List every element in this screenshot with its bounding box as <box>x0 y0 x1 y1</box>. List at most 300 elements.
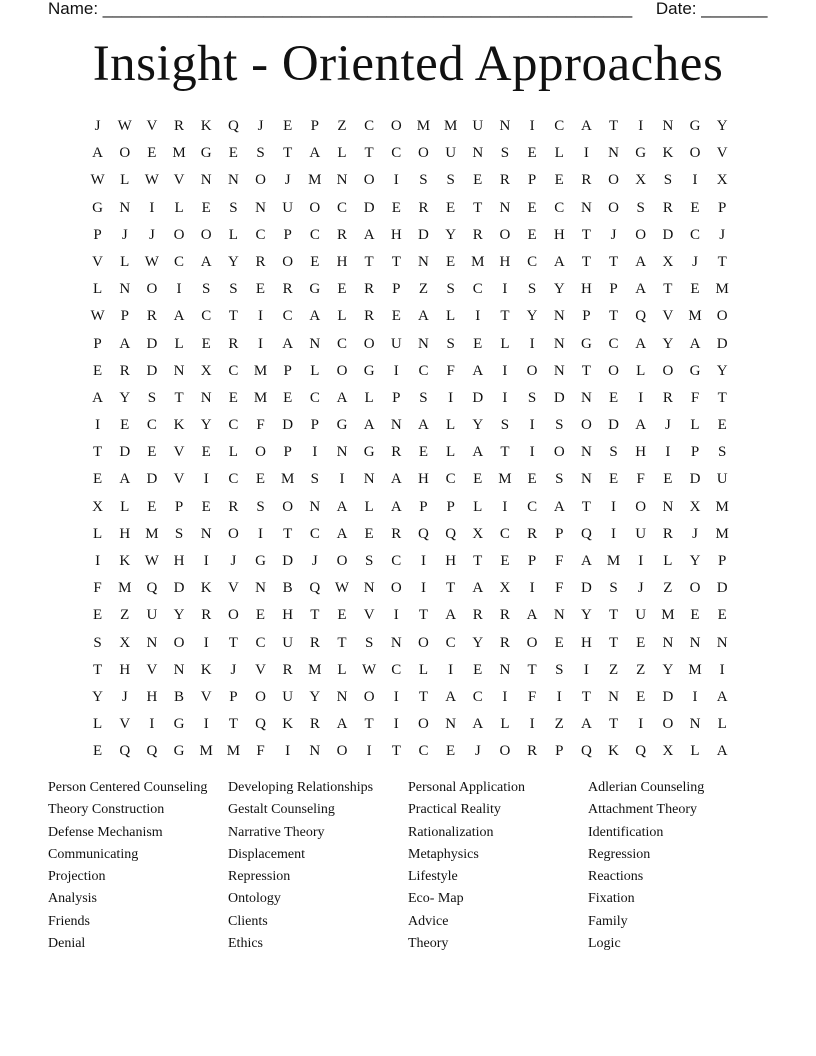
grid-letter: S <box>202 281 211 298</box>
grid-letter: M <box>498 471 512 488</box>
grid-letter: Q <box>227 118 239 134</box>
grid-letter: I <box>393 607 399 624</box>
grid-letter: I <box>638 389 644 406</box>
grid-letter: J <box>230 661 237 678</box>
grid-letter: O <box>146 281 158 298</box>
grid-letter: C <box>336 199 347 216</box>
grid-letter: F <box>636 471 645 488</box>
grid-letter: X <box>689 498 701 515</box>
grid-letter: T <box>418 607 429 624</box>
grid-letter: N <box>309 335 321 352</box>
grid-letter: E <box>283 118 293 134</box>
grid-letter: E <box>473 661 483 678</box>
grid-letter: Q <box>635 308 647 325</box>
grid-letter: O <box>635 226 647 243</box>
grid-letter: S <box>636 199 645 216</box>
grid-letter: D <box>173 580 185 597</box>
grid-letter: P <box>310 118 319 134</box>
grid-letter: A <box>363 417 375 434</box>
grid-letter: W <box>334 580 350 597</box>
grid-letter: E <box>473 172 483 189</box>
grid-letter: C <box>228 417 239 434</box>
grid-letter: T <box>663 281 673 298</box>
grid-row <box>84 548 736 575</box>
word-list-item: Practical Reality <box>408 802 501 818</box>
grid-letter: Q <box>445 525 457 542</box>
grid-row <box>84 385 736 412</box>
grid-letter: I <box>529 417 535 434</box>
grid-letter: O <box>255 688 266 705</box>
grid-letter: L <box>228 226 238 243</box>
grid-letter: E <box>636 634 646 651</box>
grid-letter: T <box>228 308 238 325</box>
grid-letter: M <box>471 253 485 270</box>
grid-letter: O <box>255 444 266 461</box>
grid-letter: A <box>336 498 348 515</box>
grid-letter: M <box>416 118 431 134</box>
grid-letter: T <box>364 145 374 162</box>
grid-letter: H <box>119 525 131 542</box>
grid-letter: Y <box>309 688 321 705</box>
grid-letter: V <box>173 471 185 488</box>
grid-letter: E <box>337 607 347 624</box>
grid-letter: P <box>93 335 102 352</box>
grid-letter: T <box>228 634 238 651</box>
grid-letter: Y <box>662 661 674 678</box>
grid-letter: R <box>282 661 293 678</box>
grid-letter: E <box>364 525 374 542</box>
grid-letter: N <box>553 362 565 379</box>
grid-letter: P <box>392 281 401 298</box>
grid-letter: P <box>718 553 727 569</box>
grid-letter: E <box>120 417 130 434</box>
grid-letter: E <box>92 607 103 624</box>
grid-letter: N <box>608 145 619 162</box>
grid-letter: I <box>448 661 454 678</box>
word-list-item: Clients <box>228 913 268 929</box>
grid-letter: P <box>446 498 455 515</box>
grid-letter: T <box>608 308 619 325</box>
grid-letter: R <box>364 281 375 298</box>
grid-letter: A <box>689 335 701 352</box>
grid-letter: V <box>200 688 212 705</box>
grid-letter: S <box>527 389 537 406</box>
grid-letter: C <box>146 417 157 434</box>
grid-letter: L <box>446 417 456 434</box>
grid-letter: K <box>200 580 212 597</box>
grid-row <box>84 167 736 194</box>
grid-letter: E <box>92 362 103 379</box>
grid-letter: M <box>199 743 213 760</box>
grid-letter: A <box>418 308 429 325</box>
grid-letter: S <box>256 498 265 515</box>
grid-letter: J <box>148 226 155 243</box>
grid-letter: L <box>92 716 103 733</box>
grid-letter: A <box>580 553 592 569</box>
grid-row <box>84 575 736 602</box>
grid-letter: I <box>203 716 209 733</box>
grid-letter: S <box>229 199 238 216</box>
grid-letter: H <box>499 253 511 270</box>
grid-letter: C <box>255 226 266 243</box>
grid-letter: N <box>472 145 484 162</box>
grid-letter: N <box>173 661 185 678</box>
grid-letter: M <box>661 607 675 624</box>
grid-letter: I <box>95 417 101 434</box>
grid-row <box>84 684 736 711</box>
grid-letter: U <box>445 145 457 162</box>
grid-letter: E <box>527 199 537 216</box>
grid-letter: L <box>690 417 700 434</box>
grid-letter: Z <box>663 580 673 597</box>
grid-letter: J <box>610 226 617 243</box>
grid-row <box>84 630 736 657</box>
grid-letter: A <box>418 417 429 434</box>
grid-letter: T <box>717 253 727 270</box>
word-list-item: Fixation <box>588 891 635 907</box>
grid-letter: O <box>390 118 402 134</box>
grid-letter: X <box>92 498 103 515</box>
grid-letter: R <box>228 335 239 352</box>
grid-letter: S <box>419 172 428 189</box>
grid-letter: N <box>227 172 239 189</box>
grid-letter: N <box>336 688 348 705</box>
grid-letter: T <box>608 634 619 651</box>
grid-letter: V <box>716 145 728 162</box>
grid-letter: S <box>147 389 157 406</box>
grid-letter: S <box>446 172 455 189</box>
grid-letter: E <box>228 145 238 162</box>
grid-letter: V <box>662 308 674 325</box>
grid-letter: C <box>228 471 239 488</box>
grid-letter: D <box>662 688 674 705</box>
grid-letter: I <box>475 308 481 325</box>
grid-letter: G <box>580 335 592 352</box>
grid-letter: H <box>119 661 131 678</box>
grid-letter: N <box>336 172 348 189</box>
grid-letter: H <box>336 253 348 270</box>
grid-letter: D <box>146 362 158 379</box>
grid-letter: I <box>95 553 101 569</box>
grid-letter: R <box>527 525 538 542</box>
grid-letter: E <box>310 253 320 270</box>
word-list-item: Analysis <box>48 891 97 907</box>
grid-letter: R <box>391 444 402 461</box>
grid-letter: V <box>146 661 158 678</box>
grid-letter: D <box>716 580 728 597</box>
grid-letter: C <box>608 335 619 352</box>
grid-letter: O <box>390 580 402 597</box>
grid-row <box>84 711 736 738</box>
grid-row <box>84 439 736 466</box>
grid-letter: A <box>445 607 457 624</box>
grid-letter: N <box>390 634 402 651</box>
grid-letter: R <box>309 716 320 733</box>
grid-letter: N <box>255 580 266 597</box>
grid-letter: A <box>445 688 457 705</box>
grid-letter: L <box>690 743 700 760</box>
grid-letter: O <box>200 226 212 243</box>
word-list-item: Theory <box>408 936 449 952</box>
grid-letter: C <box>391 553 402 569</box>
grid-letter: N <box>580 471 592 488</box>
grid-letter: U <box>635 525 647 542</box>
grid-letter: I <box>611 525 617 542</box>
grid-letter: F <box>690 389 700 406</box>
grid-letter: M <box>688 661 702 678</box>
grid-letter: I <box>203 471 209 488</box>
grid-letter: S <box>310 471 319 488</box>
grid-letter: C <box>472 688 483 705</box>
grid-letter: I <box>393 716 399 733</box>
grid-letter: X <box>472 525 484 542</box>
grid-letter: W <box>144 172 159 189</box>
grid-letter: O <box>418 634 429 651</box>
grid-letter: S <box>555 661 564 678</box>
grid-row <box>84 521 736 548</box>
grid-letter: E <box>147 444 157 461</box>
grid-row <box>84 249 736 276</box>
grid-letter: Q <box>580 743 592 760</box>
grid-letter: I <box>258 335 264 352</box>
grid-letter: E <box>608 389 619 406</box>
word-list-item: Adlerian Counseling <box>588 780 705 795</box>
grid-letter: J <box>121 688 128 705</box>
grid-letter: N <box>309 743 321 760</box>
word-list-item: Denial <box>48 936 86 952</box>
grid-letter: A <box>635 253 647 270</box>
grid-letter: A <box>635 335 647 352</box>
grid-letter: N <box>200 525 212 542</box>
grid-letter: O <box>608 172 619 189</box>
grid-letter: I <box>258 308 264 325</box>
grid-letter: T <box>527 661 537 678</box>
grid-letter: N <box>553 335 565 352</box>
grid-letter: N <box>580 389 592 406</box>
grid-letter: T <box>391 253 401 270</box>
grid-letter: Z <box>120 607 130 624</box>
grid-letter: U <box>472 118 484 134</box>
grid-letter: S <box>555 471 564 488</box>
grid-letter: J <box>664 417 671 434</box>
word-list-item: Attachment Theory <box>588 802 697 818</box>
grid-letter: G <box>689 362 701 379</box>
grid-letter: T <box>500 444 510 461</box>
grid-letter: Y <box>92 688 103 705</box>
grid-letter: S <box>364 634 374 651</box>
grid-letter: O <box>227 525 239 542</box>
grid-letter: R <box>201 607 212 624</box>
grid-letter: R <box>662 525 673 542</box>
grid-letter: O <box>716 308 728 325</box>
grid-letter: R <box>527 743 538 760</box>
letter-grid <box>84 113 736 766</box>
grid-letter: K <box>282 716 294 733</box>
grid-letter: U <box>146 607 158 624</box>
grid-letter: Y <box>445 226 457 243</box>
grid-letter: S <box>364 553 374 569</box>
grid-letter: X <box>499 580 511 597</box>
grid-letter: I <box>692 688 698 705</box>
grid-letter: H <box>580 634 592 651</box>
grid-letter: P <box>283 362 292 379</box>
grid-letter: E <box>717 607 727 624</box>
grid-letter: T <box>364 716 374 733</box>
grid-letter: E <box>337 281 347 298</box>
grid-letter: S <box>229 281 238 298</box>
grid-letter: A <box>472 362 484 379</box>
page-title: Insight - Oriented Approaches <box>92 36 724 92</box>
grid-letter: T <box>581 362 591 379</box>
grid-letter: H <box>580 281 592 298</box>
grid-letter: O <box>418 716 429 733</box>
grid-letter: P <box>283 444 292 461</box>
grid-letter: I <box>366 743 372 760</box>
grid-letter: Q <box>418 525 429 542</box>
word-list-item: Reactions <box>588 869 644 885</box>
grid-letter: N <box>119 199 131 216</box>
word-list-item: Friends <box>48 913 90 929</box>
grid-letter: G <box>173 716 185 733</box>
grid-letter: D <box>146 335 158 352</box>
grid-letter: Q <box>635 743 647 760</box>
grid-letter: O <box>227 607 239 624</box>
grid-letter: X <box>716 172 728 189</box>
grid-letter: T <box>418 688 429 705</box>
grid-letter: F <box>555 580 564 597</box>
grid-letter: P <box>582 308 591 325</box>
grid-letter: A <box>363 226 375 243</box>
grid-letter: E <box>228 389 238 406</box>
grid-letter: A <box>553 498 565 515</box>
grid-row <box>84 412 736 439</box>
grid-row <box>84 276 736 303</box>
grid-letter: E <box>201 498 211 515</box>
grid-letter: N <box>608 688 619 705</box>
grid-letter: J <box>284 172 291 189</box>
grid-letter: W <box>362 661 377 678</box>
grid-letter: E <box>92 743 103 760</box>
grid-letter: A <box>336 716 348 733</box>
grid-letter: N <box>146 634 158 651</box>
grid-letter: R <box>662 389 673 406</box>
grid-letter: R <box>499 607 510 624</box>
grid-letter: X <box>200 362 212 379</box>
grid-row <box>84 113 736 140</box>
grid-letter: J <box>94 118 101 134</box>
grid-letter: G <box>363 362 375 379</box>
grid-letter: M <box>281 471 295 488</box>
grid-letter: N <box>499 199 511 216</box>
name-date-line: Name: ________________________________________________________ Date: _______ <box>48 0 768 18</box>
grid-letter: F <box>256 743 265 760</box>
grid-letter: T <box>92 661 103 678</box>
grid-letter: A <box>580 118 592 134</box>
grid-letter: X <box>119 634 131 651</box>
grid-letter: N <box>580 199 592 216</box>
grid-letter: N <box>662 118 674 134</box>
grid-letter: I <box>203 553 209 569</box>
grid-letter: O <box>282 253 294 270</box>
word-list-item: Logic <box>588 936 621 952</box>
grid-letter: C <box>527 253 538 270</box>
grid-letter: K <box>662 145 674 162</box>
grid-letter: C <box>309 226 320 243</box>
grid-letter: D <box>472 389 484 406</box>
grid-letter: C <box>499 525 510 542</box>
word-list-item: Regression <box>588 846 651 862</box>
grid-letter: S <box>256 145 265 162</box>
grid-letter: X <box>662 743 674 760</box>
grid-letter: I <box>393 362 399 379</box>
grid-letter: O <box>526 362 538 379</box>
grid-letter: S <box>93 634 102 651</box>
grid-letter: Q <box>309 580 321 597</box>
grid-letter: E <box>690 281 700 298</box>
grid-letter: A <box>119 335 131 352</box>
grid-letter: N <box>309 498 321 515</box>
grid-letter: A <box>716 688 728 705</box>
grid-letter: D <box>662 226 674 243</box>
grid-letter: B <box>174 688 185 705</box>
grid-letter: S <box>446 281 455 298</box>
grid-letter: L <box>310 362 320 379</box>
grid-letter: N <box>418 253 429 270</box>
grid-letter: Y <box>716 118 728 134</box>
grid-letter: P <box>120 308 129 325</box>
grid-letter: I <box>420 553 426 569</box>
grid-letter: M <box>145 525 159 542</box>
grid-letter: L <box>418 661 429 678</box>
grid-letter: T <box>92 444 103 461</box>
grid-letter: L <box>337 145 347 162</box>
grid-letter: Z <box>554 716 564 733</box>
grid-letter: J <box>121 226 128 243</box>
grid-letter: F <box>256 417 265 434</box>
grid-letter: A <box>553 253 565 270</box>
grid-letter: O <box>499 743 511 760</box>
grid-letter: E <box>391 308 401 325</box>
grid-letter: D <box>282 553 294 569</box>
grid-letter: Q <box>146 743 158 760</box>
grid-letter: O <box>173 634 185 651</box>
grid-letter: U <box>282 199 294 216</box>
grid-letter: U <box>282 688 294 705</box>
grid-letter: T <box>473 199 483 216</box>
grid-letter: E <box>201 444 211 461</box>
grid-letter: T <box>391 743 401 760</box>
grid-letter: T <box>228 716 238 733</box>
grid-letter: O <box>363 688 375 705</box>
grid-letter: L <box>446 444 456 461</box>
grid-letter: S <box>555 417 564 434</box>
grid-letter: F <box>93 580 102 597</box>
grid-letter: S <box>500 417 510 434</box>
grid-letter: A <box>635 417 647 434</box>
grid-letter: M <box>308 661 322 678</box>
grid-letter: A <box>309 145 321 162</box>
grid-letter: O <box>336 743 348 760</box>
grid-letter: R <box>146 308 157 325</box>
grid-letter: O <box>689 580 701 597</box>
grid-letter: N <box>336 444 348 461</box>
grid-letter: I <box>502 688 508 705</box>
grid-letter: K <box>200 661 212 678</box>
grid-letter: P <box>718 199 727 216</box>
grid-letter: V <box>92 253 103 270</box>
grid-letter: N <box>418 335 429 352</box>
grid-letter: G <box>635 145 647 162</box>
